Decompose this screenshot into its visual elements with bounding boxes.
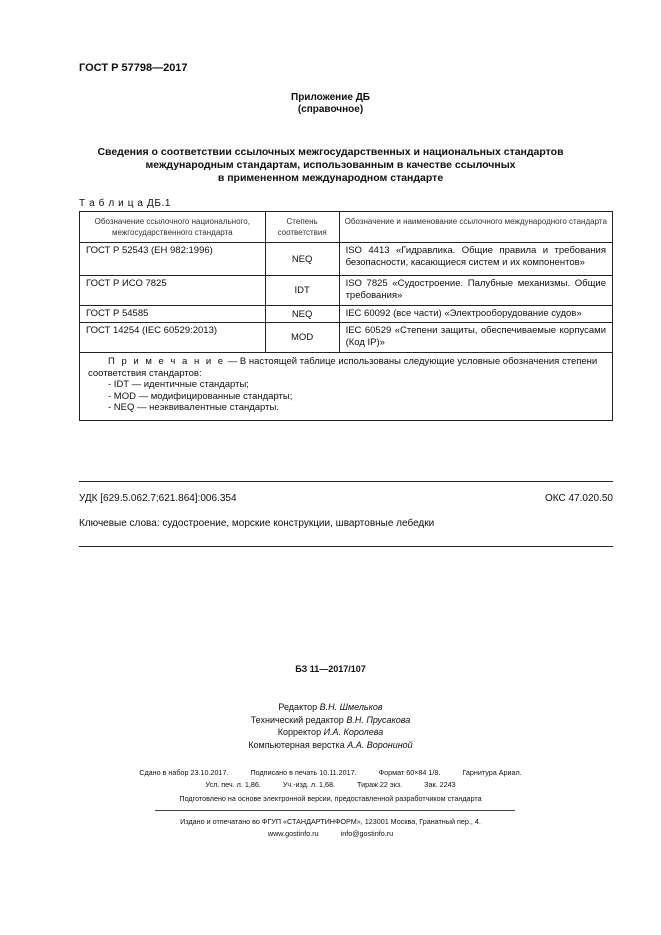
cell-degree: NEQ — [265, 243, 339, 276]
table-row — [80, 323, 613, 353]
table-row — [80, 243, 613, 276]
cell-code: ГОСТ Р 54585 — [80, 306, 266, 323]
credit-person: И.А. Королева — [323, 727, 384, 737]
heading-line-2: международным стандартам, использованным в качестве ссылочных — [145, 159, 516, 171]
imprint-field: Сдано в набор 23.10.2017. — [139, 768, 229, 777]
imprint-field: Зак. 2243 — [424, 780, 456, 789]
cell-intl: ISO 4413 «Гидравлика. Общие правила и требования безопасности, касающиеся систем и их компонентов» — [339, 243, 612, 276]
cell-degree: IDT — [265, 276, 339, 306]
imprint-field: Подписано в печать 10.11.2017. — [250, 768, 357, 777]
imprint-field: Усл. печ. л. 1,86. — [205, 780, 261, 789]
cell-intl: IEC 60529 «Степени защиты, обеспечиваемые корпусами (Код IP)» — [339, 323, 612, 353]
divider-top — [79, 481, 613, 482]
table-row — [80, 306, 613, 323]
appendix-title: Приложение ДБ — [291, 92, 370, 103]
imprint-line-3: Подготовлено на основе электронной версии, предоставленной разработчиком стандарта — [179, 794, 482, 803]
note-label: П р и м е ч а н и е — [108, 356, 226, 367]
heading-line-1: Сведения о соответствии ссылочных межгосударственных и национальных стандартов — [97, 146, 564, 158]
note-item: - MOD — модифицированные стандарты; — [108, 390, 293, 402]
imprint-line-2 — [0, 779, 661, 791]
header-international-standard: Обозначение и наименование ссылочного международного стандарта — [339, 212, 612, 243]
standards-table — [79, 211, 613, 421]
table-row — [80, 276, 613, 306]
credit-role: Корректор — [277, 727, 322, 737]
note-item: - IDT — идентичные стандарты; — [108, 379, 249, 390]
credit-line — [0, 739, 661, 752]
cell-code: ГОСТ 14254 (IEC 60529:2013) — [80, 323, 266, 353]
table-note-row — [80, 353, 613, 421]
note-item: - NEQ — неэквивалентные стандарты. — [108, 402, 279, 413]
header-national-standard: Обозначение ссылочного национального, межгосударственного стандарта — [80, 212, 266, 243]
cell-code: ГОСТ Р 52543 (ЕН 982:1996) — [80, 243, 266, 276]
divider-bottom — [79, 546, 613, 547]
credit-person: В.Н. Шмельков — [319, 702, 383, 712]
website-link[interactable]: www.gostinfo.ru — [267, 829, 319, 838]
imprint-line-4: Издано и отпечатано во ФГУП «СТАНДАРТИНФОРМ», 123001 Москва, Гранатный пер., 4. — [180, 817, 481, 826]
header-degree: Степень соответствия — [265, 212, 339, 243]
credits — [0, 701, 661, 751]
keywords: Ключевые слова: судостроение, морские конструкции, швартовные лебедки — [79, 518, 435, 529]
table-note — [80, 353, 613, 421]
cell-intl: ISO 7825 «Судостроение. Палубные механизмы. Общие требования» — [339, 276, 612, 306]
appendix-note: (справочное) — [297, 104, 364, 115]
credit-role: Компьютерная верстка — [248, 739, 345, 750]
imprint-field: Уч.-изд. л. 1,68. — [282, 780, 336, 789]
table-header-row — [80, 212, 613, 243]
imprint-field: Гарнитура Ариал. — [462, 768, 522, 777]
email-link[interactable]: info@gostinfo.ru — [340, 829, 394, 838]
document-code: ГОСТ Р 57798—2017 — [79, 62, 188, 74]
imprint-divider — [155, 810, 515, 811]
imprint-field: Формат 60×84 1/8. — [378, 768, 441, 777]
imprint-line-1 — [0, 767, 661, 779]
credit-line — [0, 726, 661, 739]
credit-person: А.А. Ворониной — [347, 739, 413, 750]
credit-role: Редактор — [278, 702, 318, 712]
table-caption: Т а б л и ц а ДБ.1 — [79, 198, 172, 209]
cell-degree: NEQ — [265, 306, 339, 323]
oks-code: ОКС 47.020.50 — [545, 493, 613, 504]
bz-number: БЗ 11—2017/107 — [295, 664, 366, 674]
cell-intl: IEC 60092 (все части) «Электрооборудование судов» — [339, 306, 612, 323]
udc-code: УДК [629.5.062.7;621.864]:006.354 — [79, 493, 237, 504]
imprint-field: Тираж 22 экз. — [357, 780, 403, 789]
section-heading — [90, 146, 571, 185]
heading-line-3: в примененном международном стандарте — [217, 172, 444, 184]
cell-degree: MOD — [265, 323, 339, 353]
note-text: — В настоящей таблице использованы следующие условные обозначения степени соответствия стандартов: — [88, 356, 598, 379]
credit-role: Технический редактор — [250, 714, 344, 725]
credit-line — [0, 701, 661, 714]
cell-code: ГОСТ Р ИСО 7825 — [80, 276, 266, 306]
credit-person: В.Н. Прусакова — [346, 714, 411, 725]
imprint-line-5 — [0, 828, 661, 840]
credit-line — [0, 714, 661, 727]
